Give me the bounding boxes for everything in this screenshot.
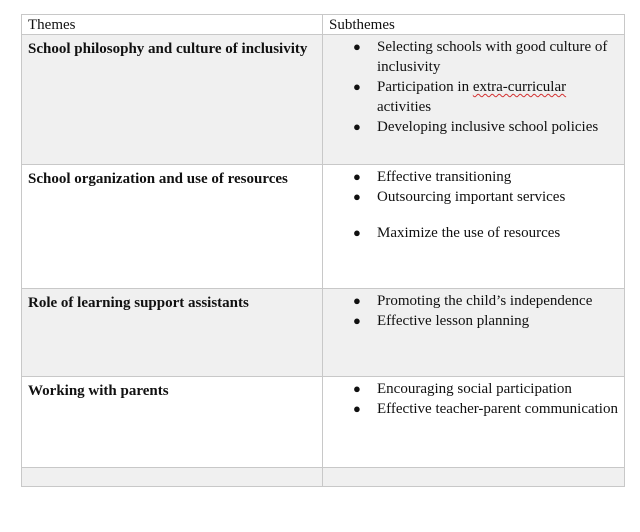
subtheme-text: Participation in extra-curricular activities bbox=[377, 79, 567, 115]
themes-table bbox=[21, 14, 625, 487]
subtheme-item bbox=[323, 291, 620, 311]
subtheme-text: Outsourcing important services bbox=[377, 189, 566, 205]
theme-label: School philosophy and culture of inclusivity bbox=[28, 41, 308, 57]
subtheme-item bbox=[323, 223, 620, 243]
subtheme-list bbox=[323, 289, 624, 331]
theme-cell bbox=[22, 165, 323, 289]
subtheme-item bbox=[323, 167, 620, 187]
header-themes: Themes bbox=[28, 17, 76, 33]
subtheme-list bbox=[323, 35, 624, 137]
subtheme-text: Developing inclusive school policies bbox=[377, 119, 599, 135]
subtheme-item bbox=[323, 77, 620, 117]
bullet-icon: ● bbox=[353, 39, 361, 54]
subtheme-text: Effective transitioning bbox=[377, 169, 512, 185]
theme-label: Working with parents bbox=[28, 383, 169, 399]
header-subthemes: Subthemes bbox=[329, 17, 395, 33]
empty-cell bbox=[323, 468, 625, 487]
header-row bbox=[22, 15, 625, 35]
subtheme-cell bbox=[323, 35, 625, 165]
subtheme-text: Maximize the use of resources bbox=[377, 225, 561, 241]
spellcheck-flagged-word: extra-curricular bbox=[472, 79, 567, 95]
empty-table-row bbox=[22, 468, 625, 487]
subtheme-text: Selecting schools with good culture of inclusivity bbox=[377, 39, 608, 75]
subtheme-item bbox=[323, 311, 620, 331]
header-cell-themes bbox=[22, 15, 323, 35]
theme-cell bbox=[22, 289, 323, 377]
subtheme-text: Encouraging social participation bbox=[377, 381, 572, 397]
subtheme-list bbox=[323, 377, 624, 419]
bullet-icon: ● bbox=[353, 225, 361, 240]
bullet-icon: ● bbox=[353, 401, 361, 416]
bullet-icon: ● bbox=[353, 119, 361, 134]
subtheme-cell bbox=[323, 165, 625, 289]
subtheme-item bbox=[323, 117, 620, 137]
subtheme-cell bbox=[323, 289, 625, 377]
theme-label: School organization and use of resources bbox=[28, 171, 288, 187]
subtheme-item bbox=[323, 37, 620, 77]
bullet-icon: ● bbox=[353, 169, 361, 184]
header-cell-subthemes bbox=[323, 15, 625, 35]
table-row bbox=[22, 289, 625, 377]
theme-cell bbox=[22, 35, 323, 165]
subtheme-list bbox=[323, 165, 624, 243]
theme-cell bbox=[22, 377, 323, 468]
empty-cell bbox=[22, 468, 323, 487]
bullet-icon: ● bbox=[353, 313, 361, 328]
table-row bbox=[22, 35, 625, 165]
table-row bbox=[22, 165, 625, 289]
subtheme-text: Effective teacher-parent communication bbox=[377, 401, 618, 417]
bullet-icon: ● bbox=[353, 381, 361, 396]
subtheme-item bbox=[323, 187, 620, 207]
subtheme-text: Promoting the child’s independence bbox=[377, 293, 593, 309]
table-row bbox=[22, 377, 625, 468]
bullet-icon: ● bbox=[353, 79, 361, 94]
subtheme-item bbox=[323, 379, 620, 399]
bullet-icon: ● bbox=[353, 189, 361, 204]
subtheme-text: Effective lesson planning bbox=[377, 313, 530, 329]
subtheme-item bbox=[323, 399, 620, 419]
bullet-icon: ● bbox=[353, 293, 361, 308]
theme-label: Role of learning support assistants bbox=[28, 295, 249, 311]
subtheme-cell bbox=[323, 377, 625, 468]
